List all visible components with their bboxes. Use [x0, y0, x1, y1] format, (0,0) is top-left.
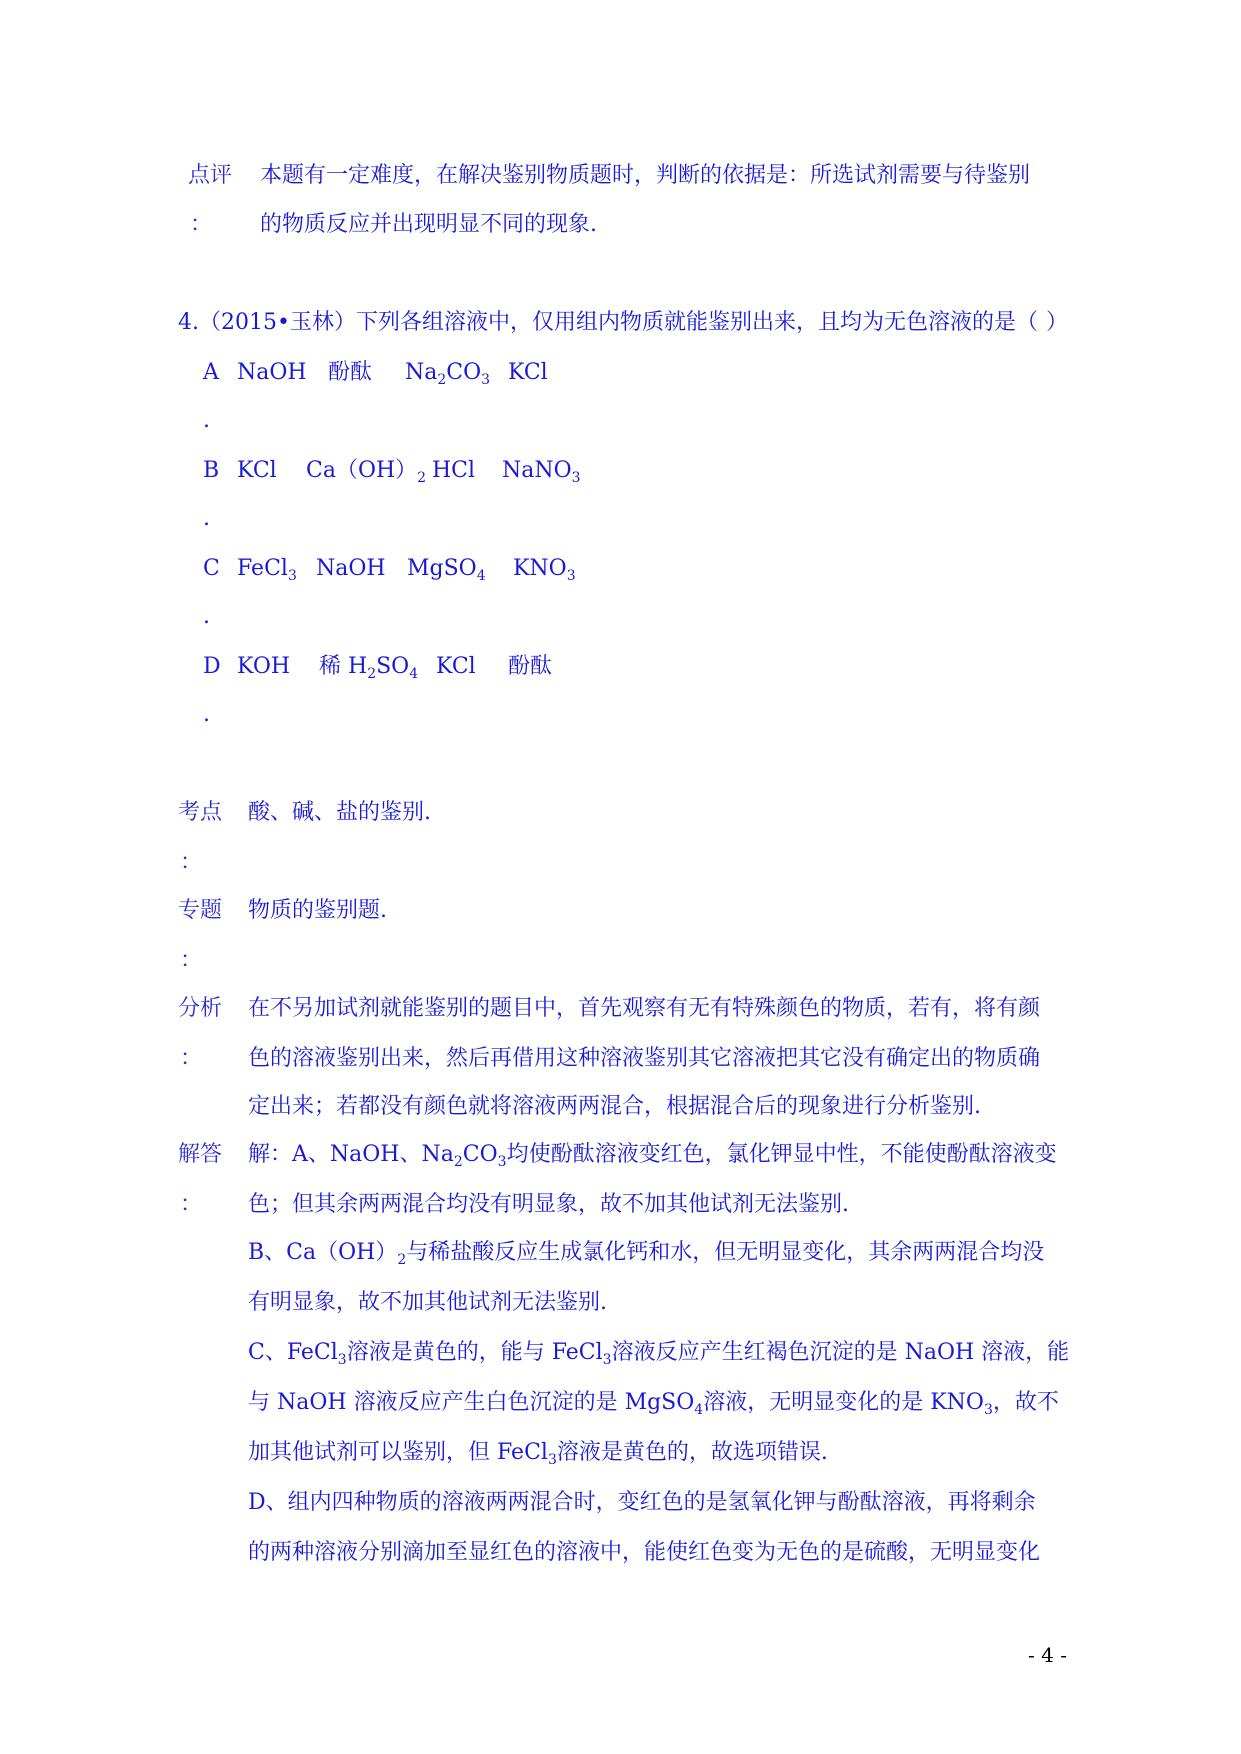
- option-c-item-4: $KNO_3$: [513, 556, 576, 584]
- option-a-item-4: KCl: [508, 360, 548, 385]
- option-d-item-2: 稀 $H_2SO_4$: [319, 654, 419, 682]
- option-d-dot: .: [203, 702, 210, 727]
- option-a-item-3: $Na_2CO_3$: [405, 360, 491, 388]
- comment-colon: ：: [190, 212, 213, 237]
- jieda-b-line-2: 有明显象，故不加其他试剂无法鉴别.: [248, 1290, 607, 1315]
- option-a-dot: .: [203, 408, 210, 433]
- page-number: - 4 -: [1028, 1643, 1067, 1667]
- jieda-c-line-3: 加其他试剂可以鉴别，但 FeCl$_3$溶液是黄色的，故选项错误.: [248, 1440, 828, 1468]
- comment-line-1: 本题有一定难度，在解决鉴别物质题时，判断的依据是：所选试剂需要与待鉴别: [260, 163, 1031, 188]
- kaodian-text: 酸、碱、盐的鉴别.: [248, 800, 431, 825]
- question-close-paren: ）: [1046, 310, 1069, 335]
- option-d-item-3: KCl: [436, 654, 476, 679]
- option-b-item-3: HCl: [432, 458, 476, 483]
- zhuanti-label: 专题: [178, 898, 223, 923]
- question-source: （2015•玉林）: [199, 310, 356, 335]
- option-c-letter: C: [203, 556, 220, 581]
- fenxi-line-2: 色的溶液鉴别出来，然后再借用这种溶液鉴别其它溶液把其它没有确定出的物质确: [248, 1046, 1041, 1071]
- jieda-a-line-1: 解：A、NaOH、$Na_2CO_3$均使酚酞溶液变红色，氯化钾显中性，不能使酚酞溶液变: [248, 1142, 1057, 1170]
- option-c-item-2: NaOH: [316, 556, 386, 581]
- zhuanti-colon: ：: [180, 948, 203, 973]
- jieda-label: 解答: [178, 1142, 223, 1167]
- option-d-item-4: 酚酞: [508, 654, 553, 679]
- jieda-c-line-1: C、FeCl$_3$溶液是黄色的，能与 FeCl$_3$溶液反应产生红褐色沉淀的是 NaOH 溶液，能: [248, 1340, 1070, 1368]
- option-d-item-1: KOH: [237, 654, 291, 679]
- jieda-colon: ：: [180, 1192, 203, 1217]
- option-b-dot: .: [203, 506, 210, 531]
- option-b-item-2: $Ca(OH)_2$: [306, 458, 427, 486]
- option-c-dot: .: [203, 604, 210, 629]
- option-b-item-1: KCl: [237, 458, 277, 483]
- question-text: 下列各组溶液中，仅用组内物质就能鉴别出来，且均为无色溶液的是（: [355, 310, 1038, 335]
- fenxi-line-1: 在不另加试剂就能鉴别的题目中，首先观察有无有特殊颜色的物质，若有，将有颜: [248, 996, 1041, 1021]
- option-a-item-2: 酚酞: [328, 360, 373, 385]
- option-a-item-1: NaOH: [237, 360, 307, 385]
- question-stem: [178, 310, 1038, 336]
- option-b-letter: B: [203, 458, 220, 483]
- kaodian-colon: ：: [180, 850, 203, 875]
- fenxi-colon: ：: [180, 1046, 203, 1071]
- option-d-letter: D: [203, 654, 221, 679]
- zhuanti-text: 物质的鉴别题.: [248, 898, 387, 923]
- fenxi-line-3: 定出来；若都没有颜色就将溶液两两混合，根据混合后的现象进行分析鉴别.: [248, 1094, 981, 1119]
- jieda-c-line-2: 与 NaOH 溶液反应产生白色沉淀的是 MgSO$_4$溶液，无明显变化的是 $KNO_3$，故不: [248, 1390, 1059, 1418]
- option-a-letter: A: [203, 360, 219, 385]
- option-b-item-4: NaNO$_3$: [502, 458, 581, 486]
- jieda-d-line-2: 的两种溶液分别滴加至显红色的溶液中，能使红色变为无色的是硫酸，无明显变化: [248, 1540, 1041, 1565]
- jieda-b-line-1: B、$Ca(OH)_2$与稀盐酸反应生成氯化钙和水，但无明显变化，其余两两混合均没: [248, 1240, 1045, 1268]
- jieda-a-line-2: 色；但其余两两混合均没有明显象，故不加其他试剂无法鉴别.: [248, 1192, 849, 1217]
- comment-line-2: 的物质反应并出现明显不同的现象.: [260, 212, 597, 237]
- kaodian-label: 考点: [178, 800, 223, 825]
- option-c-item-1: FeCl$_3$: [237, 556, 297, 584]
- question-number: 4.: [178, 310, 199, 335]
- jieda-d-line-1: D、组内四种物质的溶液两两混合时，变红色的是氢氧化钾与酚酞溶液，再将剩余: [248, 1490, 1036, 1515]
- option-c-item-3: MgSO$_4$: [407, 556, 486, 584]
- fenxi-label: 分析: [178, 996, 223, 1021]
- comment-label: 点评: [188, 163, 233, 188]
